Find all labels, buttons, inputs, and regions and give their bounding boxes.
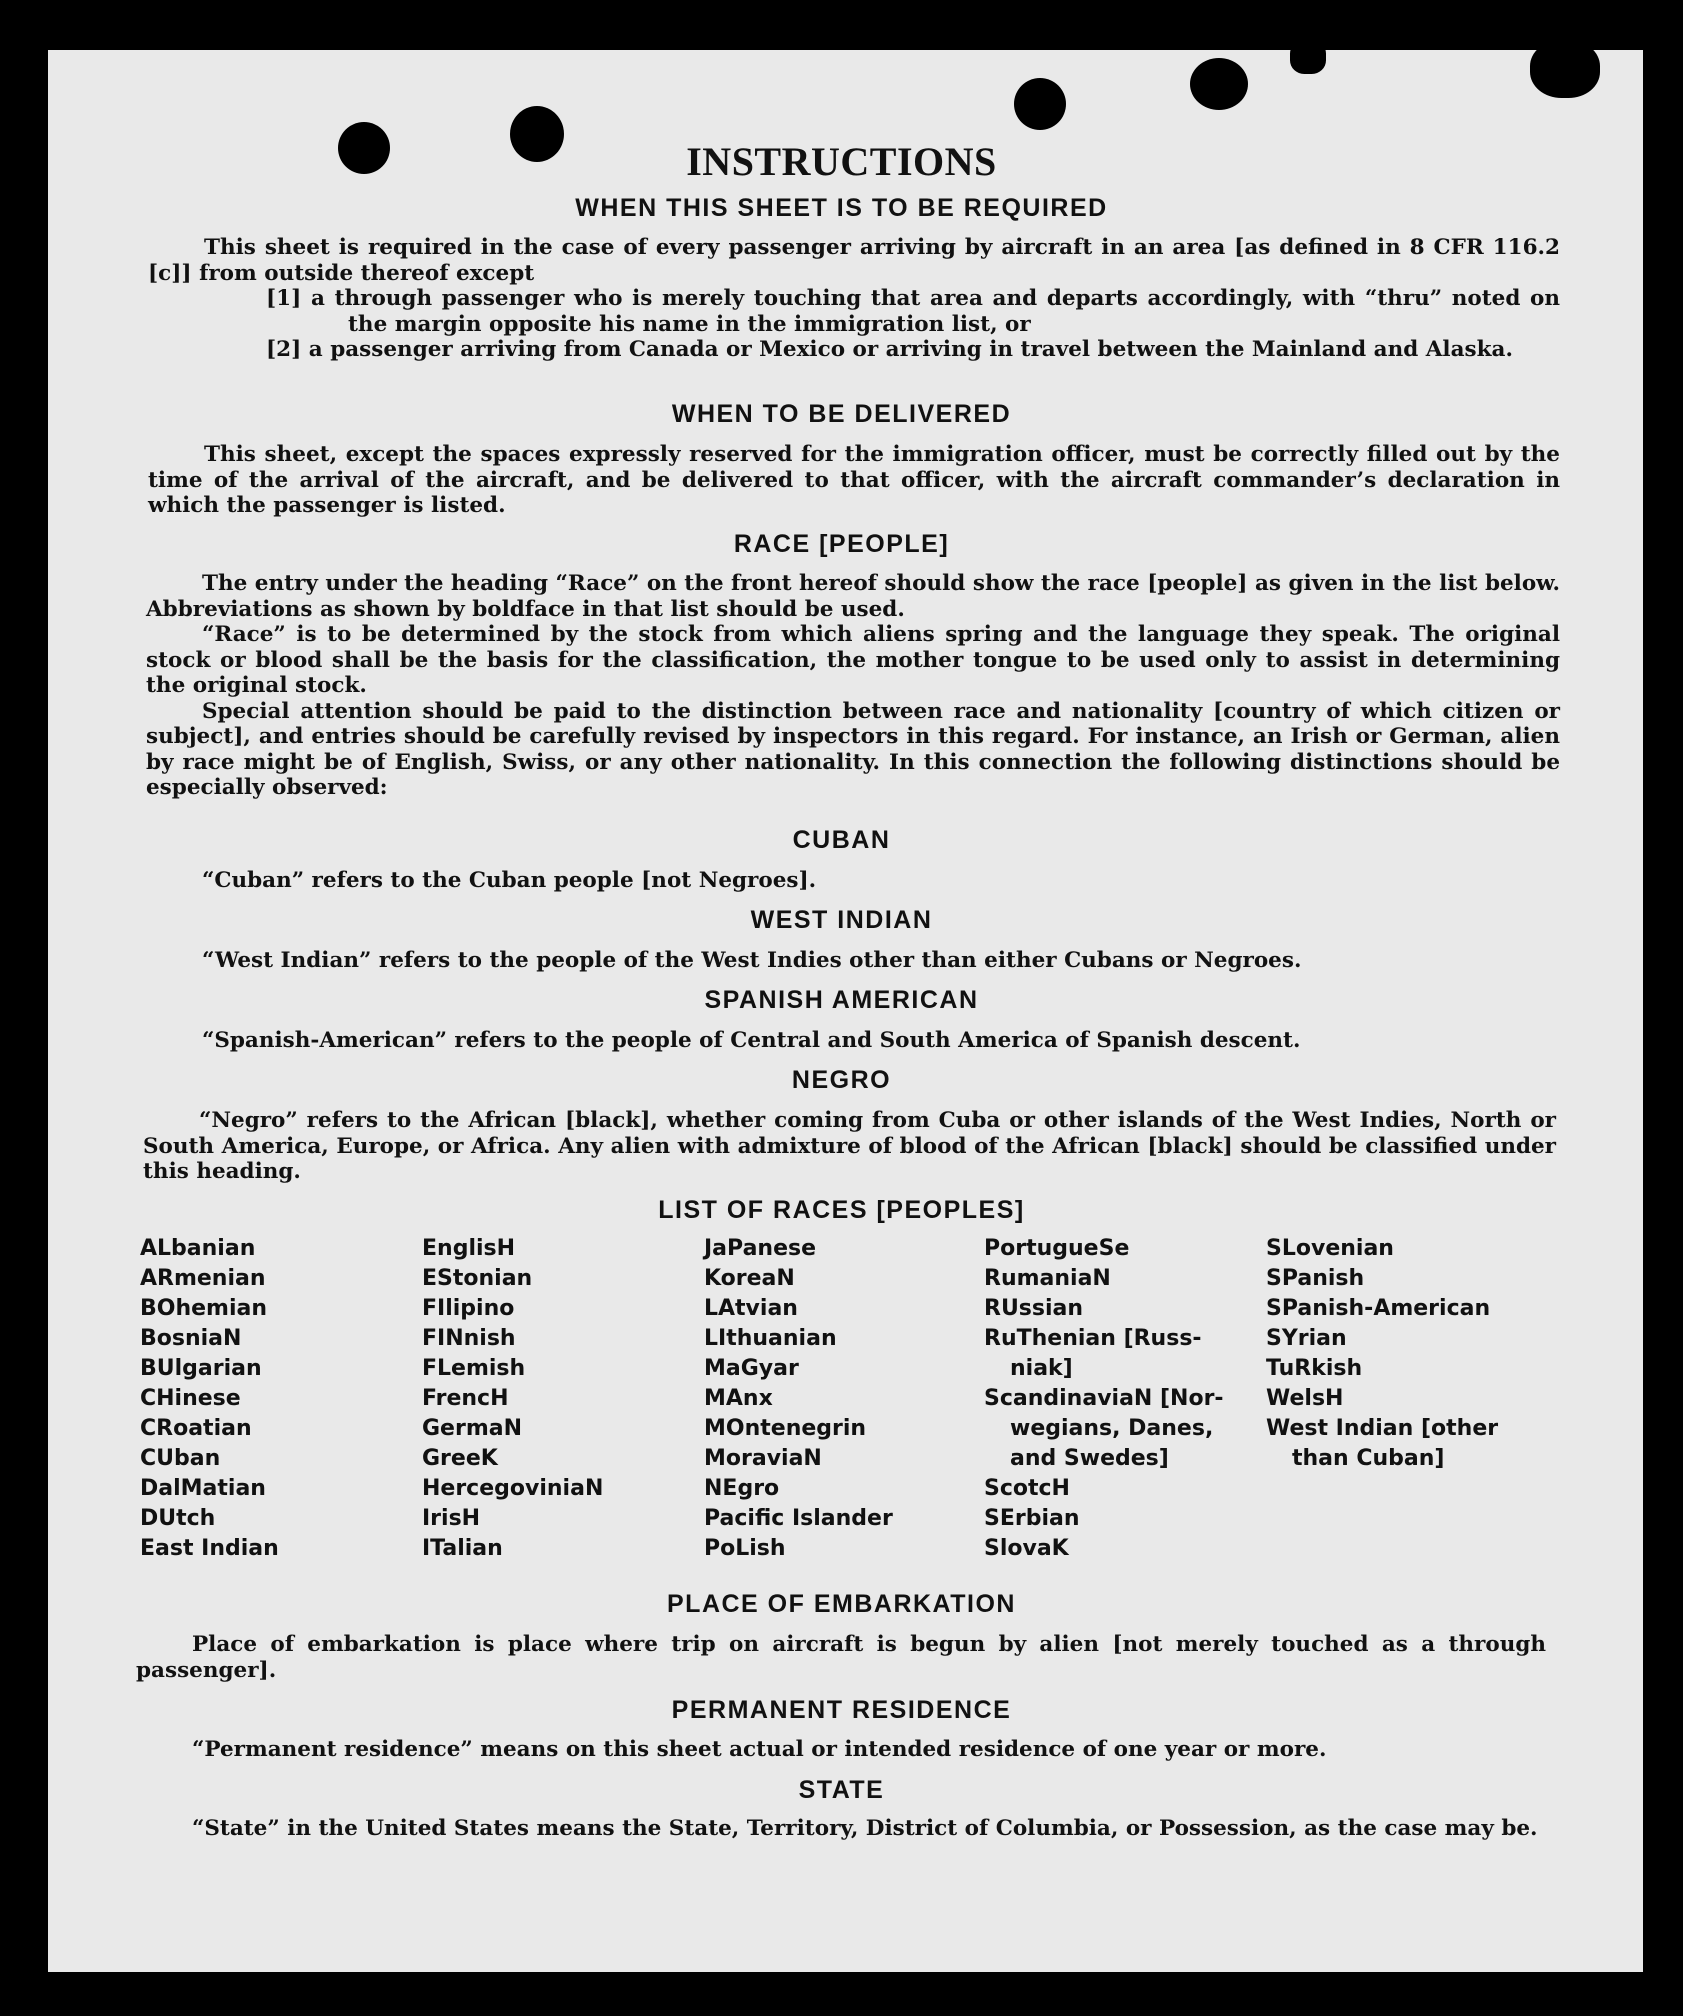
race-item: SErbian — [984, 1506, 1080, 1531]
race-item: CUban — [140, 1446, 221, 1471]
races-column-3 — [704, 1234, 893, 1564]
race-item: RUssian — [984, 1296, 1084, 1321]
when-required-intro: This sheet is required in the case of every passenger arriving by aircraft in an area [as defined in 8 CFR 116.2 [c]] from outside thereof except — [148, 235, 1560, 286]
heading-list-of-races: LIST OF RACES [PEOPLES] — [658, 1196, 1025, 1224]
race-item: JaPanese — [704, 1236, 817, 1261]
race-item: NEgro — [704, 1476, 780, 1501]
punch-hole — [1190, 58, 1248, 110]
heading-residence: PERMANENT RESIDENCE — [671, 1696, 1012, 1724]
race-item: Pacific Islander — [704, 1506, 893, 1531]
race-item: SPanish — [1266, 1266, 1365, 1291]
punch-hole — [1014, 78, 1066, 130]
race-item: LIthuanian — [704, 1326, 837, 1351]
residence-text — [136, 1737, 1546, 1763]
heading-race: RACE [PEOPLE] — [733, 530, 950, 558]
spanish-american-text — [146, 1028, 1560, 1054]
race-item: EnglisH — [422, 1236, 516, 1261]
races-column-1 — [140, 1234, 279, 1564]
heading-spanish-american: SPANISH AMERICAN — [704, 986, 979, 1014]
race-paragraph-3: Special attention should be paid to the distinction between race and nationality [country of which citizen or subject], and entries should be carefully revised by inspectors in this regard. For instance, an Irish or German, alien by race might be of English, Swiss, or any other nationality. In this connection the following distinctions should be especially observed: — [146, 698, 1560, 800]
race-item: CHinese — [140, 1386, 241, 1411]
race-item: DUtch — [140, 1506, 216, 1531]
race-item: PoLish — [704, 1536, 786, 1561]
races-column-4 — [984, 1234, 1224, 1564]
cuban-text — [146, 868, 1560, 894]
heading-state: STATE — [798, 1776, 885, 1804]
race-item: East Indian — [140, 1536, 279, 1561]
race-item: BUlgarian — [140, 1356, 262, 1381]
race-item: FLemish — [422, 1356, 526, 1381]
race-item: BOhemian — [140, 1296, 268, 1321]
race-item: CRoatian — [140, 1416, 252, 1441]
race-item: MAnx — [704, 1386, 773, 1411]
when-delivered-paragraph: This sheet, except the spaces expressly reserved for the immigration officer, must be correctly filled out by the time of the arrival of the aircraft, and be delivered to that officer, with the aircraft commander’s declaration in which the passenger is listed. — [148, 442, 1560, 518]
heading-negro: NEGRO — [791, 1066, 892, 1094]
embarkation-paragraph: Place of embarkation is place where trip on aircraft is begun by alien [not merely touched as a through passenger]. — [136, 1632, 1546, 1683]
race-item: MaGyar — [704, 1356, 799, 1381]
negro-paragraph: “Negro” refers to the African [black], whether coming from Cuba or other islands of the West Indies, North or South America, Europe, or Africa. Any alien with admixture of blood of the African [black] should be classified under this heading. — [143, 1108, 1556, 1184]
race-item: MOntenegrin — [704, 1416, 867, 1441]
race-item: IrisH — [422, 1506, 481, 1531]
heading-when-required: WHEN THIS SHEET IS TO BE REQUIRED — [575, 194, 1108, 222]
heading-west-indian: WEST INDIAN — [750, 906, 933, 934]
when-required-section — [148, 235, 1560, 363]
race-item: KoreaN — [704, 1266, 795, 1291]
race-item: HercegoviniaN — [422, 1476, 604, 1501]
when-delivered-text — [148, 442, 1560, 519]
race-item: SLovenian — [1266, 1236, 1394, 1261]
races-column-2 — [422, 1234, 603, 1564]
race-item: MoraviaN — [704, 1446, 822, 1471]
state-text — [136, 1816, 1546, 1842]
race-item: SYrian — [1266, 1326, 1347, 1351]
race-item: FIlipino — [422, 1296, 515, 1321]
heading-when-delivered: WHEN TO BE DELIVERED — [671, 400, 1012, 428]
race-item: RuThenian [Russ- — [984, 1326, 1202, 1351]
race-item: BosniaN — [140, 1326, 242, 1351]
race-item: GreeK — [422, 1446, 498, 1471]
race-item: niak] — [1010, 1356, 1073, 1381]
race-item: ALbanian — [140, 1236, 256, 1261]
race-item: ScandinaviaN [Nor- — [984, 1386, 1224, 1411]
race-item: GermaN — [422, 1416, 523, 1441]
spanish-american-paragraph: “Spanish-American” refers to the people of Central and South America of Spanish descent. — [202, 1028, 1301, 1053]
race-item: SPanish-American — [1266, 1296, 1491, 1321]
race-item: ARmenian — [140, 1266, 266, 1291]
race-item: RumaniaN — [984, 1266, 1111, 1291]
race-item: LAtvian — [704, 1296, 798, 1321]
edge-tear — [1290, 40, 1326, 74]
west-indian-text — [146, 948, 1560, 974]
state-paragraph: “State” in the United States means the State, Territory, District of Columbia, or Possession, as the case may be. — [192, 1816, 1538, 1841]
race-item: DalMatian — [140, 1476, 266, 1501]
race-item: FrencH — [422, 1386, 509, 1411]
race-item: wegians, Danes, — [1010, 1416, 1214, 1441]
race-paragraph-2: “Race” is to be determined by the stock from which aliens spring and the language they speak. The original stock or blood shall be the basis for the classification, the mother tongue to be used only to assist in determining the original stock. — [146, 622, 1560, 698]
embarkation-text — [136, 1632, 1546, 1683]
page-title: INSTRUCTIONS — [686, 139, 997, 184]
race-item: than Cuban] — [1292, 1446, 1445, 1471]
race-item: West Indian [other — [1266, 1416, 1499, 1441]
heading-cuban: CUBAN — [792, 826, 891, 854]
west-indian-paragraph: “West Indian” refers to the people of the West Indies other than either Cubans or Negroes. — [202, 948, 1302, 973]
cuban-paragraph: “Cuban” refers to the Cuban people [not Negroes]. — [202, 868, 817, 893]
exception-item-1: [1] a through passenger who is merely touching that area and departs accordingly, with “thru” noted on the margin opposite his name in the immigration list, or — [266, 286, 1560, 337]
negro-text — [143, 1108, 1556, 1185]
race-paragraph-1: The entry under the heading “Race” on the front hereof should show the race [people] as given in the list below. Abbreviations as shown by boldface in that list should be used. — [146, 571, 1560, 622]
edge-tear — [1530, 40, 1600, 98]
race-item: FINnish — [422, 1326, 516, 1351]
race-item: SlovaK — [984, 1536, 1069, 1561]
race-item: ScotcH — [984, 1476, 1070, 1501]
race-item: and Swedes] — [1010, 1446, 1169, 1471]
race-item: WelsH — [1266, 1386, 1344, 1411]
race-section — [146, 571, 1560, 801]
race-item: TuRkish — [1266, 1356, 1363, 1381]
heading-embarkation: PLACE OF EMBARKATION — [667, 1590, 1016, 1618]
exception-item-2: [2] a passenger arriving from Canada or Mexico or arriving in travel between the Mainland and Alaska. — [266, 337, 1513, 362]
race-item: ITalian — [422, 1536, 503, 1561]
residence-paragraph: “Permanent residence” means on this sheet actual or intended residence of one year or more. — [192, 1737, 1327, 1762]
race-item: EStonian — [422, 1266, 533, 1291]
races-column-5 — [1266, 1234, 1498, 1474]
race-item: PortugueSe — [984, 1236, 1130, 1261]
